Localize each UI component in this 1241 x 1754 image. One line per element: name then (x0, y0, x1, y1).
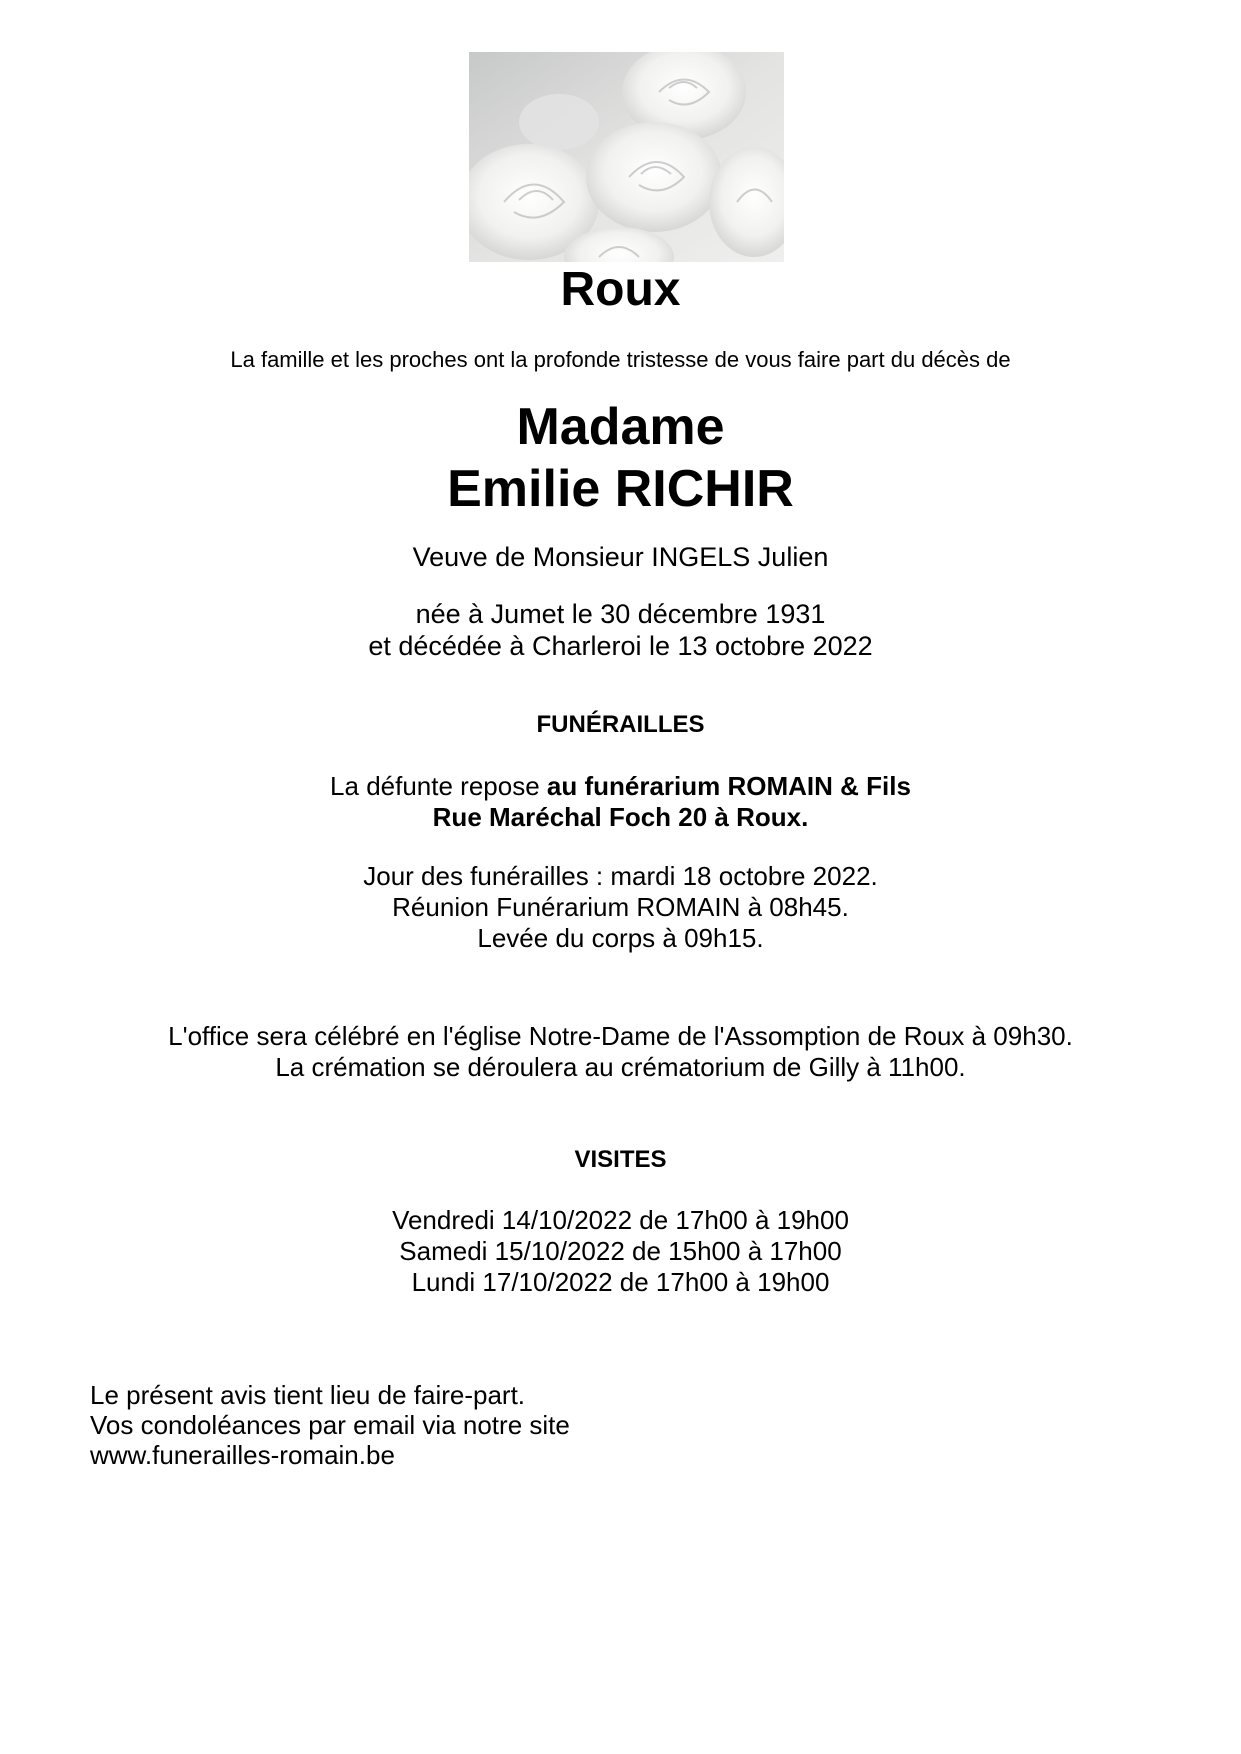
deceased-name-block (0, 396, 1241, 520)
repose-address: Rue Maréchal Foch 20 à Roux. (432, 802, 809, 832)
funeral-levee: Levée du corps à 09h15. (477, 923, 764, 953)
deceased-title: Madame (516, 398, 725, 456)
footer-notice (90, 1380, 570, 1470)
funeral-schedule (0, 861, 1241, 954)
repose-prefix: La défunte repose (330, 771, 547, 801)
visit-item: Lundi 17/10/2022 de 17h00 à 19h00 (411, 1267, 830, 1297)
funeral-day: Jour des funérailles : mardi 18 octobre 2022. (363, 861, 878, 891)
birth-line: née à Jumet le 30 décembre 1931 (415, 599, 826, 629)
repose-block (0, 771, 1241, 833)
visites-heading: VISITES (574, 1146, 667, 1173)
announcement-intro: La famille et les proches ont la profonde tristesse de vous faire part du décès de (230, 347, 1011, 372)
visites-list (0, 1205, 1241, 1298)
cremation-line: La crémation se déroulera au crématorium de Gilly à 11h00. (275, 1052, 966, 1082)
visit-item: Vendredi 14/10/2022 de 17h00 à 19h00 (392, 1205, 849, 1235)
repose-place: au funérarium ROMAIN & Fils (546, 771, 911, 801)
website-link[interactable]: www.funerailles-romain.be (90, 1440, 395, 1470)
spouse-line: Veuve de Monsieur INGELS Julien (412, 542, 829, 572)
visit-item: Samedi 15/10/2022 de 15h00 à 17h00 (399, 1236, 842, 1266)
footer-line-1: Le présent avis tient lieu de faire-part. (90, 1380, 526, 1410)
dates-block (0, 598, 1241, 662)
city-title: Roux (560, 263, 681, 316)
funeral-meeting: Réunion Funérarium ROMAIN à 08h45. (392, 892, 849, 922)
funerailles-heading: FUNÉRAILLES (536, 711, 705, 738)
deceased-name: Emilie RICHIR (447, 460, 794, 518)
death-line: et décédée à Charleroi le 13 octobre 2022 (368, 631, 873, 661)
office-line: L'office sera célébré en l'église Notre-Dame de l'Assomption de Roux à 09h30. (168, 1021, 1073, 1051)
repose-line (0, 771, 1241, 802)
white-roses-photo (469, 52, 784, 262)
footer-line-2: Vos condoléances par email via notre site (90, 1410, 570, 1440)
ceremony-block (0, 1021, 1241, 1083)
